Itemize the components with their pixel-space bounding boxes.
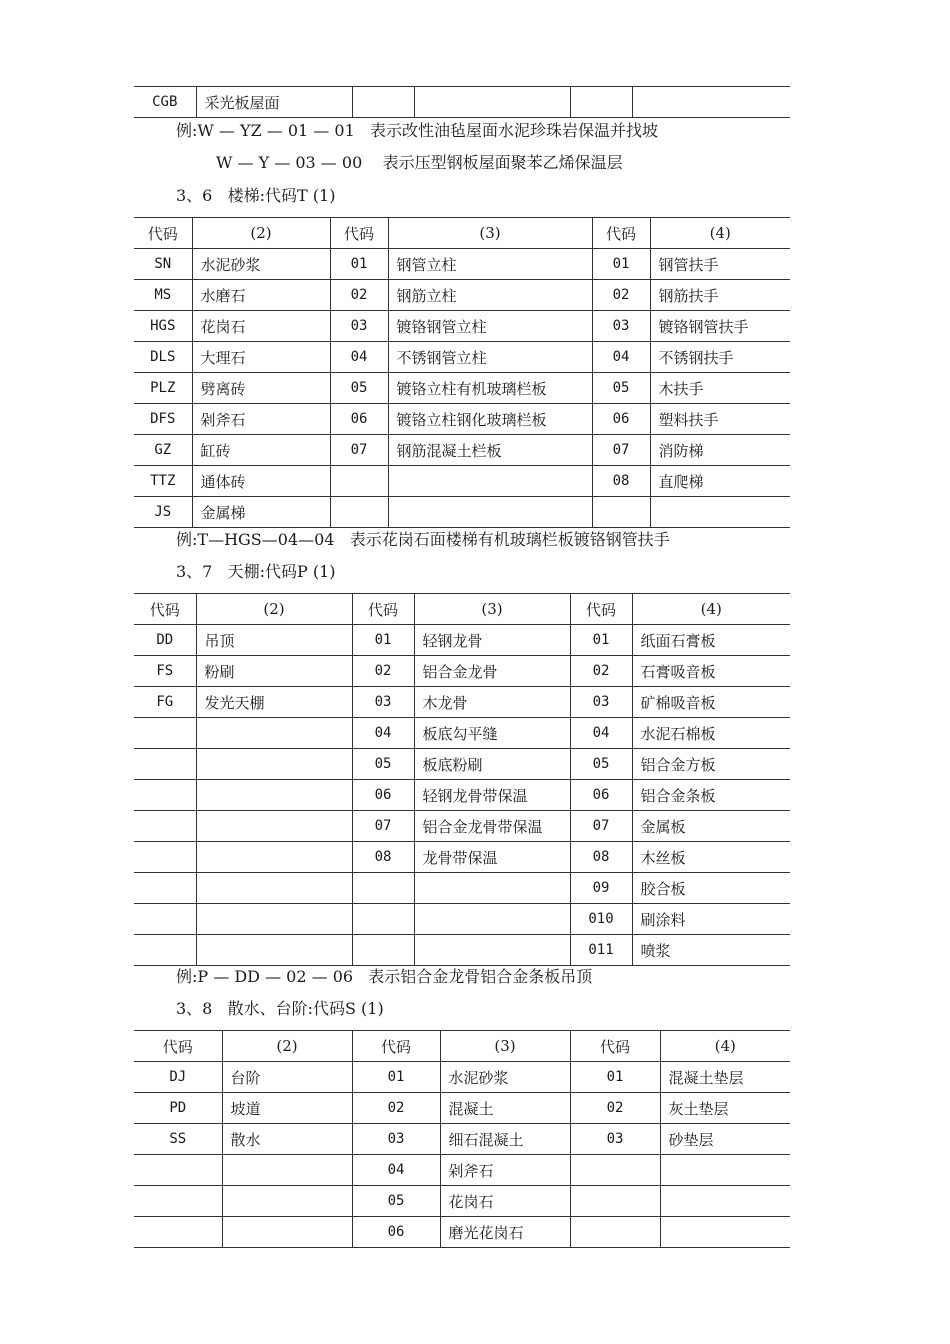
roof-table-cell	[414, 87, 570, 118]
stairs-cell: 金属梯	[192, 497, 330, 528]
stairs-cell: 缸砖	[192, 435, 330, 466]
ceiling-cell	[352, 904, 414, 935]
ceiling-cell: 铝合金龙骨	[414, 656, 570, 687]
stairs-cell	[650, 497, 790, 528]
apron-cell: 混凝土	[440, 1093, 570, 1124]
ceiling-cell	[134, 935, 196, 966]
apron-cell: 02	[570, 1093, 660, 1124]
ceiling-cell: 纸面石膏板	[632, 625, 790, 656]
stairs-cell: 05	[592, 373, 650, 404]
ceiling-cell: 粉刷	[196, 656, 352, 687]
roof-example-2: W — Y — 03 — 00 表示压型钢板屋面聚苯乙烯保温层	[216, 153, 623, 172]
apron-table	[134, 1030, 790, 1248]
stairs-cell: 06	[592, 404, 650, 435]
stairs-cell: 钢筋立柱	[388, 280, 592, 311]
apron-cell: SS	[134, 1124, 222, 1155]
stairs-cell: 花岗石	[192, 311, 330, 342]
apron-cell: 03	[352, 1124, 440, 1155]
ceiling-cell: 板底勾平缝	[414, 718, 570, 749]
stairs-cell: TTZ	[134, 466, 192, 497]
stairs-cell	[388, 497, 592, 528]
stairs-cell: PLZ	[134, 373, 192, 404]
apron-row	[134, 1062, 790, 1093]
stairs-header-cell: 代码	[330, 218, 388, 249]
apron-cell: 散水	[222, 1124, 352, 1155]
apron-cell: DJ	[134, 1062, 222, 1093]
stairs-row	[134, 466, 790, 497]
stairs-cell: 钢管立柱	[388, 249, 592, 280]
stairs-header-cell: (4)	[650, 218, 790, 249]
apron-cell: 05	[352, 1186, 440, 1217]
ceiling-header-cell: 代码	[134, 594, 196, 625]
stairs-cell	[330, 466, 388, 497]
ceiling-cell: 木丝板	[632, 842, 790, 873]
stairs-row	[134, 280, 790, 311]
ceiling-header-cell: (3)	[414, 594, 570, 625]
stairs-cell: 04	[330, 342, 388, 373]
stairs-cell: 水泥砂浆	[192, 249, 330, 280]
ceiling-cell: 轻钢龙骨带保温	[414, 780, 570, 811]
roof-table-row	[134, 87, 790, 118]
ceiling-cell	[196, 873, 352, 904]
apron-cell: 坡道	[222, 1093, 352, 1124]
apron-header-cell: (4)	[660, 1031, 790, 1062]
apron-cell	[134, 1155, 222, 1186]
apron-cell: 台阶	[222, 1062, 352, 1093]
ceiling-cell: 07	[570, 811, 632, 842]
stairs-cell: HGS	[134, 311, 192, 342]
ceiling-cell: 木龙骨	[414, 687, 570, 718]
ceiling-cell	[196, 811, 352, 842]
ceiling-row	[134, 811, 790, 842]
stairs-row	[134, 311, 790, 342]
stairs-cell: 07	[330, 435, 388, 466]
ceiling-cell: 胶合板	[632, 873, 790, 904]
stairs-cell: 06	[330, 404, 388, 435]
stairs-cell: 不锈钢管立柱	[388, 342, 592, 373]
stairs-cell: 不锈钢扶手	[650, 342, 790, 373]
ceiling-row	[134, 687, 790, 718]
stairs-cell: 消防梯	[650, 435, 790, 466]
apron-heading: 3、8 散水、台阶:代码S (1)	[176, 999, 384, 1018]
stairs-cell: 通体砖	[192, 466, 330, 497]
ceiling-cell	[196, 842, 352, 873]
apron-header-cell: (2)	[222, 1031, 352, 1062]
apron-cell	[222, 1186, 352, 1217]
ceiling-header-cell: 代码	[352, 594, 414, 625]
stairs-row	[134, 249, 790, 280]
ceiling-cell: 铝合金条板	[632, 780, 790, 811]
ceiling-cell: 03	[570, 687, 632, 718]
stairs-cell: MS	[134, 280, 192, 311]
apron-cell	[570, 1186, 660, 1217]
ceiling-cell	[196, 935, 352, 966]
apron-cell: 灰土垫层	[660, 1093, 790, 1124]
apron-cell: 01	[352, 1062, 440, 1093]
stairs-cell: DLS	[134, 342, 192, 373]
apron-cell	[660, 1186, 790, 1217]
apron-cell: 02	[352, 1093, 440, 1124]
stairs-cell: 08	[592, 466, 650, 497]
apron-header-row	[134, 1031, 790, 1062]
ceiling-row	[134, 718, 790, 749]
ceiling-row	[134, 904, 790, 935]
ceiling-header-row	[134, 594, 790, 625]
stairs-cell: 水磨石	[192, 280, 330, 311]
ceiling-header-cell: (2)	[196, 594, 352, 625]
stairs-table	[134, 217, 790, 528]
ceiling-cell: 铝合金方板	[632, 749, 790, 780]
ceiling-cell: 08	[570, 842, 632, 873]
apron-row	[134, 1217, 790, 1248]
ceiling-row	[134, 842, 790, 873]
ceiling-cell: 喷浆	[632, 935, 790, 966]
stairs-cell: 直爬梯	[650, 466, 790, 497]
ceiling-cell: 04	[352, 718, 414, 749]
ceiling-cell: 金属板	[632, 811, 790, 842]
stairs-cell: 大理石	[192, 342, 330, 373]
apron-cell: 01	[570, 1062, 660, 1093]
ceiling-cell	[134, 873, 196, 904]
apron-row	[134, 1124, 790, 1155]
stairs-cell: 02	[330, 280, 388, 311]
stairs-cell: 镀铬钢管立柱	[388, 311, 592, 342]
ceiling-cell: 02	[570, 656, 632, 687]
ceiling-cell: 04	[570, 718, 632, 749]
ceiling-row	[134, 873, 790, 904]
stairs-cell: 剁斧石	[192, 404, 330, 435]
ceiling-cell	[134, 842, 196, 873]
apron-cell: 04	[352, 1155, 440, 1186]
stairs-cell: 钢管扶手	[650, 249, 790, 280]
ceiling-cell: 铝合金龙骨带保温	[414, 811, 570, 842]
apron-cell: 06	[352, 1217, 440, 1248]
stairs-cell: 镀铬立柱有机玻璃栏板	[388, 373, 592, 404]
stairs-heading: 3、6 楼梯:代码T (1)	[176, 186, 336, 205]
ceiling-header-cell: 代码	[570, 594, 632, 625]
ceiling-cell: 09	[570, 873, 632, 904]
ceiling-cell: 吊顶	[196, 625, 352, 656]
apron-row	[134, 1093, 790, 1124]
apron-cell	[222, 1217, 352, 1248]
ceiling-cell: 发光天棚	[196, 687, 352, 718]
ceiling-cell: 龙骨带保温	[414, 842, 570, 873]
stairs-cell: 05	[330, 373, 388, 404]
apron-row	[134, 1186, 790, 1217]
ceiling-cell: 02	[352, 656, 414, 687]
stairs-cell: 07	[592, 435, 650, 466]
stairs-cell: 镀铬钢管扶手	[650, 311, 790, 342]
ceiling-cell: 08	[352, 842, 414, 873]
stairs-cell: 04	[592, 342, 650, 373]
ceiling-table	[134, 593, 790, 966]
ceiling-header-cell: (4)	[632, 594, 790, 625]
apron-cell: 磨光花岗石	[440, 1217, 570, 1248]
stairs-cell: 劈离砖	[192, 373, 330, 404]
ceiling-cell	[134, 904, 196, 935]
apron-cell	[134, 1217, 222, 1248]
ceiling-cell	[134, 718, 196, 749]
roof-table-cell: CGB	[134, 87, 196, 118]
apron-cell	[134, 1186, 222, 1217]
ceiling-cell	[414, 904, 570, 935]
ceiling-cell	[352, 935, 414, 966]
stairs-cell: 钢筋混凝土栏板	[388, 435, 592, 466]
stairs-cell: 03	[330, 311, 388, 342]
ceiling-cell	[196, 718, 352, 749]
stairs-cell: DFS	[134, 404, 192, 435]
ceiling-row	[134, 780, 790, 811]
stairs-header-row	[134, 218, 790, 249]
ceiling-cell: 01	[352, 625, 414, 656]
stairs-row	[134, 497, 790, 528]
apron-cell	[660, 1155, 790, 1186]
roof-table-cell: 采光板屋面	[196, 87, 352, 118]
apron-header-cell: (3)	[440, 1031, 570, 1062]
ceiling-cell: 05	[570, 749, 632, 780]
ceiling-heading: 3、7 天棚:代码P (1)	[176, 562, 336, 581]
stairs-cell: 02	[592, 280, 650, 311]
stairs-cell: GZ	[134, 435, 192, 466]
stairs-row	[134, 342, 790, 373]
apron-cell	[222, 1155, 352, 1186]
ceiling-row	[134, 935, 790, 966]
ceiling-cell	[134, 749, 196, 780]
ceiling-cell	[134, 811, 196, 842]
apron-cell: 水泥砂浆	[440, 1062, 570, 1093]
apron-header-cell: 代码	[352, 1031, 440, 1062]
ceiling-row	[134, 656, 790, 687]
ceiling-cell: 石膏吸音板	[632, 656, 790, 687]
apron-cell	[570, 1217, 660, 1248]
roof-table-tail	[134, 86, 790, 118]
stairs-header-cell: 代码	[134, 218, 192, 249]
ceiling-cell	[196, 780, 352, 811]
stairs-row	[134, 373, 790, 404]
ceiling-cell: 07	[352, 811, 414, 842]
ceiling-cell: 06	[570, 780, 632, 811]
roof-table-cell	[570, 87, 632, 118]
ceiling-cell: 05	[352, 749, 414, 780]
ceiling-cell	[196, 904, 352, 935]
ceiling-example: 例:P — DD — 02 — 06 表示铝合金龙骨铝合金条板吊顶	[176, 967, 593, 986]
apron-cell: 细石混凝土	[440, 1124, 570, 1155]
ceiling-cell	[414, 873, 570, 904]
stairs-cell: 钢筋扶手	[650, 280, 790, 311]
ceiling-cell	[196, 749, 352, 780]
stairs-row	[134, 404, 790, 435]
stairs-cell: SN	[134, 249, 192, 280]
apron-cell: 剁斧石	[440, 1155, 570, 1186]
stairs-cell: 01	[330, 249, 388, 280]
ceiling-cell	[134, 780, 196, 811]
apron-cell: 03	[570, 1124, 660, 1155]
apron-cell: PD	[134, 1093, 222, 1124]
apron-row	[134, 1155, 790, 1186]
ceiling-cell: 011	[570, 935, 632, 966]
ceiling-cell: 刷涂料	[632, 904, 790, 935]
ceiling-cell: 板底粉刷	[414, 749, 570, 780]
stairs-cell: 镀铬立柱钢化玻璃栏板	[388, 404, 592, 435]
stairs-row	[134, 435, 790, 466]
ceiling-cell: FG	[134, 687, 196, 718]
ceiling-cell: 01	[570, 625, 632, 656]
ceiling-cell: FS	[134, 656, 196, 687]
stairs-header-cell: (3)	[388, 218, 592, 249]
ceiling-cell: 06	[352, 780, 414, 811]
stairs-example: 例:T—HGS—04—04 表示花岗石面楼梯有机玻璃栏板镀铬钢管扶手	[176, 530, 670, 549]
ceiling-cell: 03	[352, 687, 414, 718]
stairs-cell	[592, 497, 650, 528]
ceiling-row	[134, 625, 790, 656]
stairs-cell: JS	[134, 497, 192, 528]
stairs-cell: 03	[592, 311, 650, 342]
ceiling-cell	[352, 873, 414, 904]
roof-table-cell	[352, 87, 414, 118]
stairs-cell: 塑料扶手	[650, 404, 790, 435]
ceiling-cell: 010	[570, 904, 632, 935]
stairs-cell: 木扶手	[650, 373, 790, 404]
apron-cell: 砂垫层	[660, 1124, 790, 1155]
ceiling-cell: 水泥石棉板	[632, 718, 790, 749]
stairs-cell	[330, 497, 388, 528]
ceiling-cell: 轻钢龙骨	[414, 625, 570, 656]
ceiling-cell: DD	[134, 625, 196, 656]
apron-cell	[570, 1155, 660, 1186]
stairs-header-cell: 代码	[592, 218, 650, 249]
roof-table-cell	[632, 87, 790, 118]
ceiling-cell: 矿棉吸音板	[632, 687, 790, 718]
ceiling-cell	[414, 935, 570, 966]
roof-example-1: 例:W — YZ — 01 — 01 表示改性油毡屋面水泥珍珠岩保温并找坡	[176, 121, 659, 140]
stairs-cell: 01	[592, 249, 650, 280]
stairs-cell	[388, 466, 592, 497]
apron-cell	[660, 1217, 790, 1248]
stairs-header-cell: (2)	[192, 218, 330, 249]
apron-cell: 混凝土垫层	[660, 1062, 790, 1093]
apron-cell: 花岗石	[440, 1186, 570, 1217]
apron-header-cell: 代码	[570, 1031, 660, 1062]
apron-header-cell: 代码	[134, 1031, 222, 1062]
ceiling-row	[134, 749, 790, 780]
